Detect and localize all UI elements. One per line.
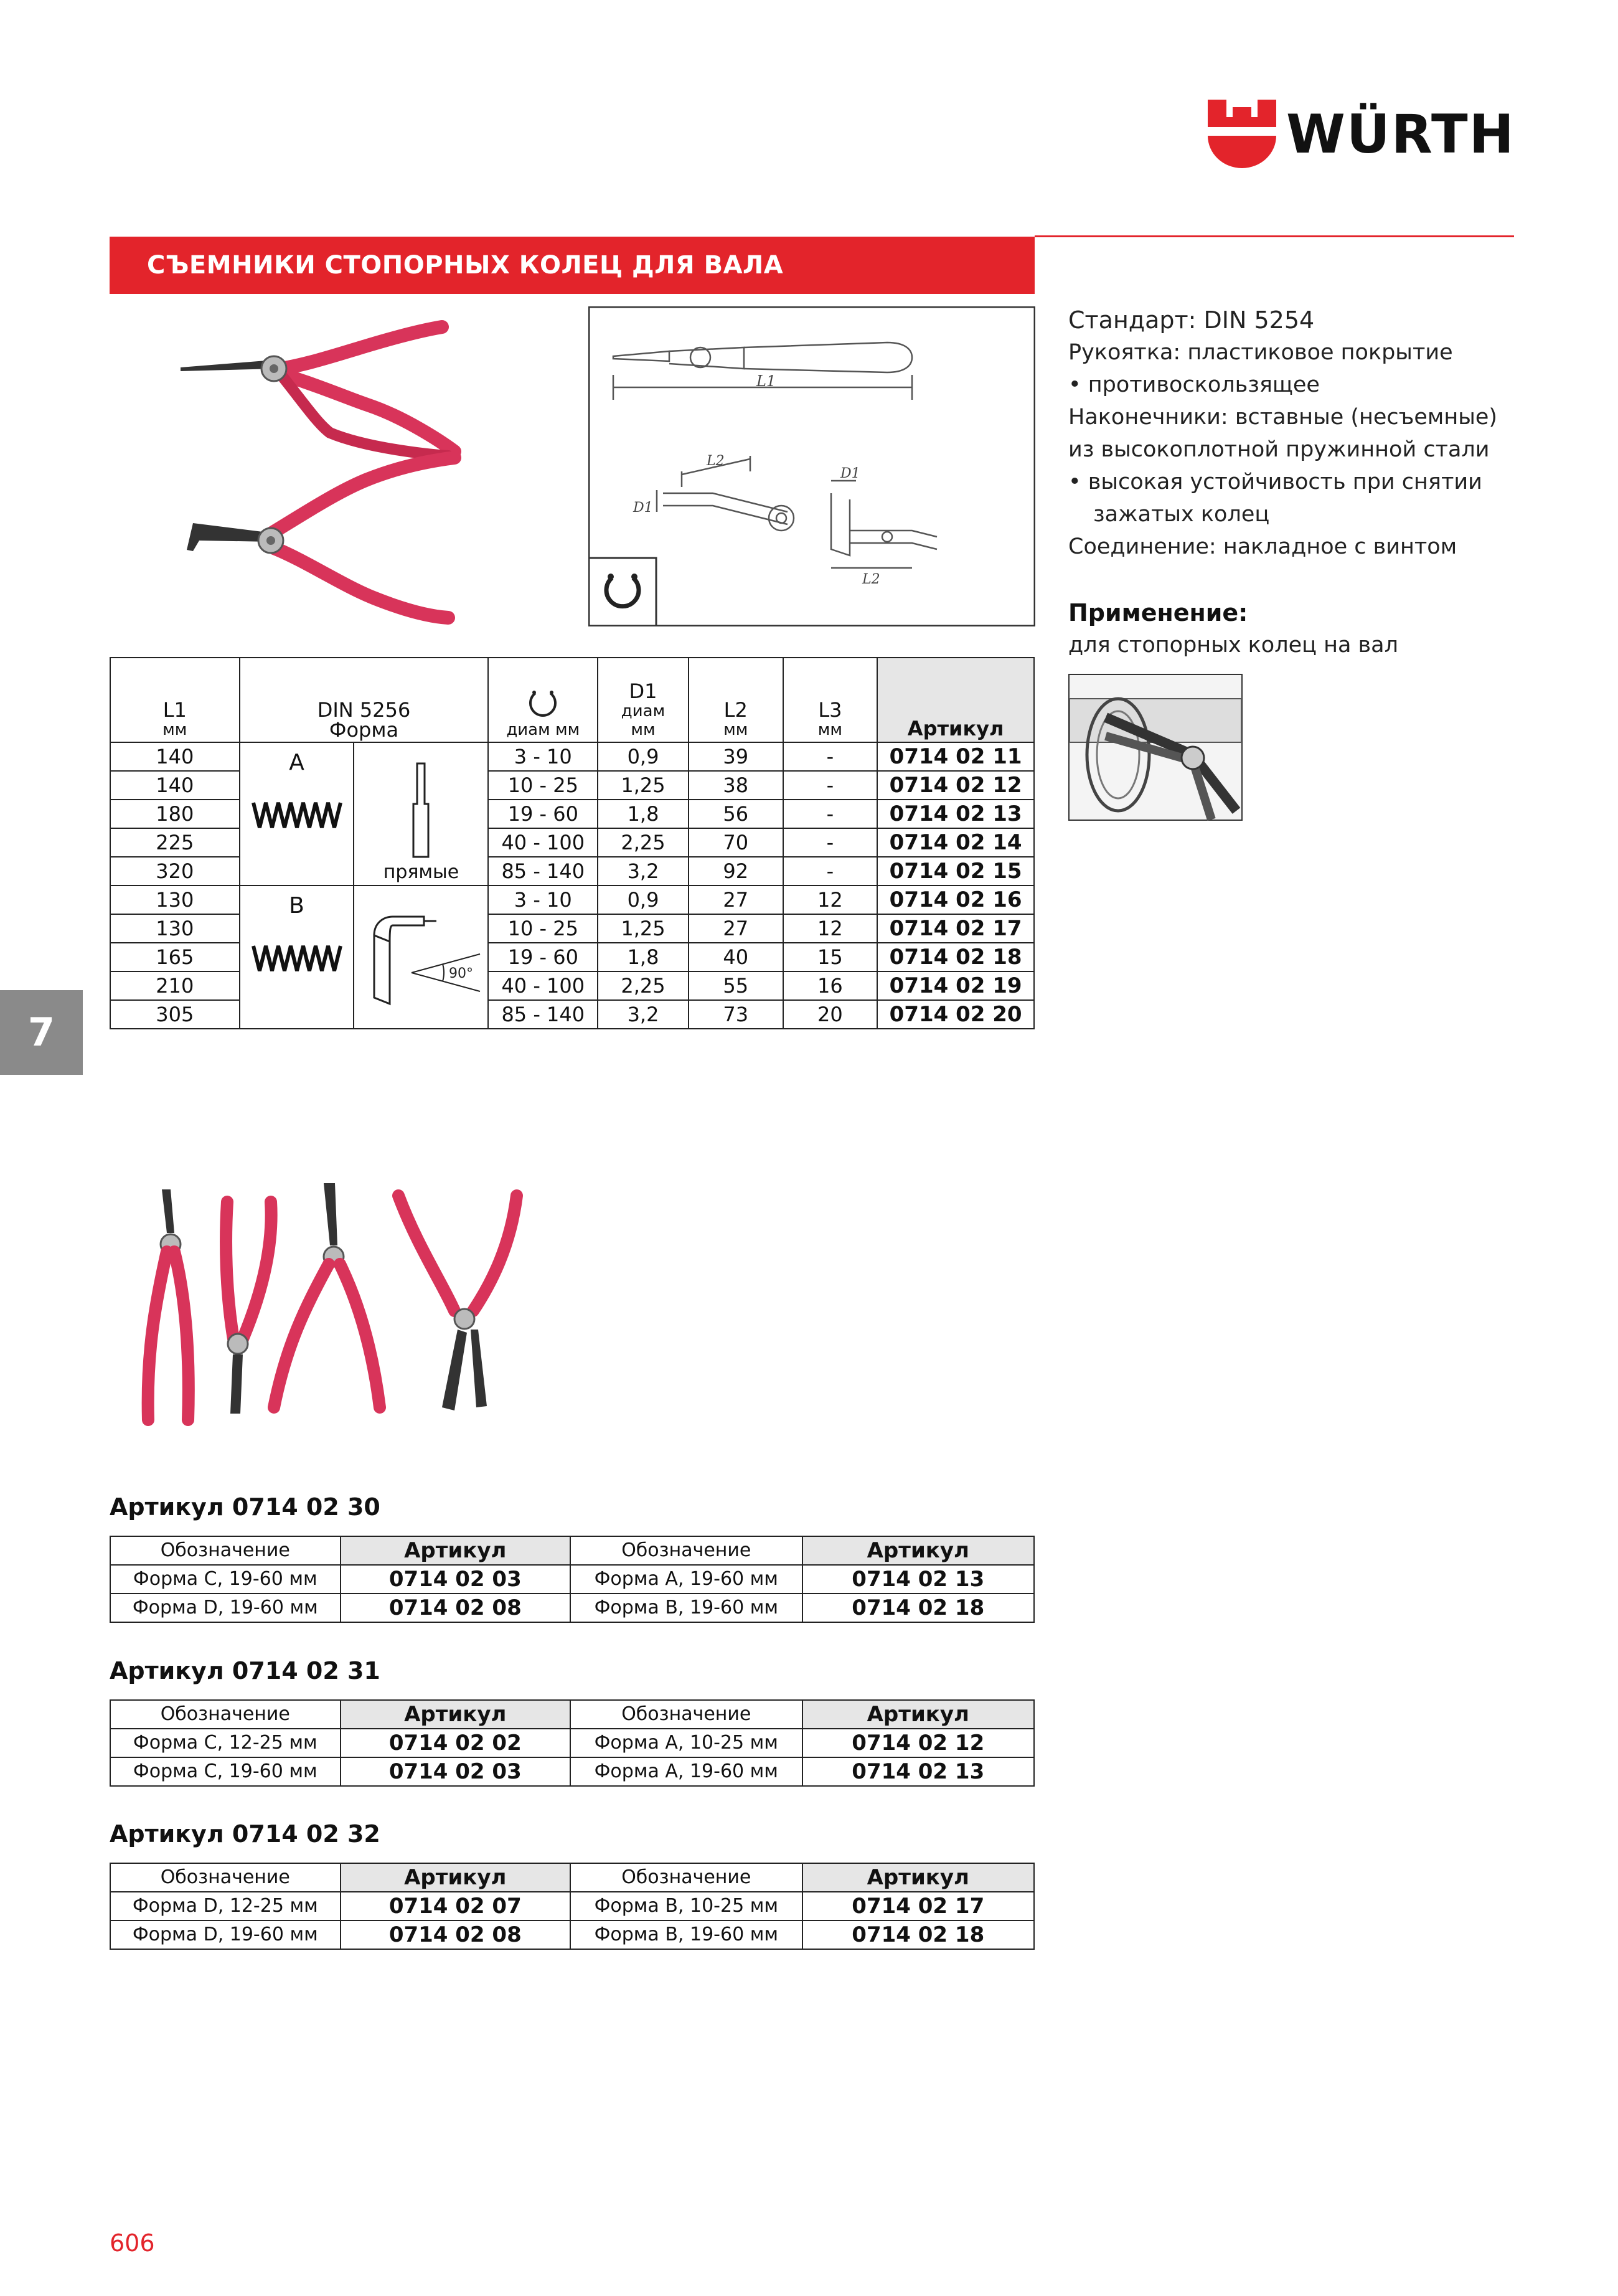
cell-l2: 27: [689, 914, 783, 943]
cell-range: 10 - 25: [488, 771, 598, 800]
wurth-logo-mark: [1208, 100, 1276, 168]
spec-standard: Стандарт: DIN 5254: [1068, 306, 1315, 334]
spec-tips: Наконечники: вставные (несъемные): [1068, 405, 1498, 430]
table-row: [110, 742, 1034, 771]
pliers-set-item-3: [274, 1183, 380, 1407]
cell-l3: -: [783, 742, 878, 771]
kit-cell-article: 0714 02 13: [802, 1565, 1034, 1594]
cell-l2: 56: [689, 800, 783, 828]
cell-l2: 39: [689, 742, 783, 771]
cell-range: 85 - 140: [488, 1000, 598, 1029]
l2-label-bent: L2: [862, 572, 880, 587]
kit-table-0714-02-31: [110, 1699, 1035, 1787]
kit-header-article: Артикул: [341, 1700, 570, 1729]
cell-range: 19 - 60: [488, 800, 598, 828]
kit-cell-article: 0714 02 12: [802, 1729, 1034, 1757]
cell-article: 0714 02 12: [877, 771, 1034, 800]
cell-article: 0714 02 15: [877, 857, 1034, 886]
bent-tip-icon: [355, 904, 486, 1010]
kit-cell-article: 0714 02 08: [341, 1594, 570, 1622]
cell-article: 0714 02 18: [877, 943, 1034, 971]
spec-handle: Рукоятка: пластиковое покрытие: [1068, 340, 1453, 365]
cell-l2: 92: [689, 857, 783, 886]
cell-d1: 1,25: [598, 914, 689, 943]
kit-cell-article: 0714 02 18: [802, 1594, 1034, 1622]
cell-d1: 3,2: [598, 857, 689, 886]
table-row: [110, 1892, 1034, 1920]
kit-cell-article: 0714 02 02: [341, 1729, 570, 1757]
cell-d1: 2,25: [598, 971, 689, 1000]
kit-header-article: Артикул: [802, 1700, 1034, 1729]
cell-l2: 73: [689, 1000, 783, 1029]
cell-l2: 27: [689, 886, 783, 914]
header-l2: L2 мм: [689, 658, 783, 742]
kit-cell-article: 0714 02 08: [341, 1920, 570, 1949]
cell-article: 0714 02 19: [877, 971, 1034, 1000]
cell-l3: 12: [783, 886, 878, 914]
l2-label: L2: [707, 453, 725, 469]
kit-cell-article: 0714 02 17: [802, 1892, 1034, 1920]
header-l3: L3 мм: [783, 658, 878, 742]
cell-article: 0714 02 14: [877, 828, 1034, 857]
kit-cell-article: 0714 02 03: [341, 1757, 570, 1786]
wurth-logo: [1208, 100, 1519, 168]
kit-header-article: Артикул: [341, 1863, 570, 1892]
cell-d1: 1,8: [598, 800, 689, 828]
kit-cell-designation: Форма D, 19-60 мм: [110, 1920, 341, 1949]
kit-header-article: Артикул: [802, 1536, 1034, 1565]
cell-l2: 55: [689, 971, 783, 1000]
technical-drawing: [588, 306, 1035, 626]
kit-header-article: Артикул: [341, 1536, 570, 1565]
cell-d1: 1,8: [598, 943, 689, 971]
table-row: [110, 1729, 1034, 1757]
spec-tips-feature-cont: зажатых колец: [1093, 502, 1270, 527]
spec-tips-material: из высокоплотной пружинной стали: [1068, 437, 1490, 462]
kit-cell-designation: Форма В, 19-60 мм: [570, 1594, 802, 1622]
header-l1: L1 мм: [110, 658, 240, 742]
header-ring: диам мм: [488, 658, 598, 742]
kit-header-designation: Обозначение: [110, 1536, 341, 1565]
application-title: Применение:: [1068, 599, 1248, 626]
kit-cell-article: 0714 02 03: [341, 1565, 570, 1594]
kit-title-0714-02-32: Артикул 0714 02 32: [110, 1820, 380, 1848]
chapter-number: 7: [27, 1009, 55, 1055]
cell-d1: 2,25: [598, 828, 689, 857]
page-title: СЪЕМНИКИ СТОПОРНЫХ КОЛЕЦ ДЛЯ ВАЛА: [147, 251, 784, 280]
cell-l1: 140: [110, 742, 240, 771]
cell-l3: -: [783, 857, 878, 886]
bent-pliers-icon: [187, 458, 454, 618]
cell-l1: 305: [110, 1000, 240, 1029]
cell-l1: 225: [110, 828, 240, 857]
kit-table-0714-02-30: [110, 1536, 1035, 1623]
spec-list: [1068, 304, 1604, 563]
cell-range: 19 - 60: [488, 943, 598, 971]
pliers-set-item-4: [398, 1196, 517, 1410]
pliers-set-item-2: [226, 1202, 271, 1414]
pliers-product-image: [162, 311, 510, 635]
form-a-label: прямые: [383, 861, 459, 883]
kit-table-0714-02-32: [110, 1863, 1035, 1950]
form-a-letter: A: [289, 750, 304, 775]
cell-l3: 15: [783, 943, 878, 971]
header-article: Артикул: [877, 658, 1034, 742]
cell-l1: 320: [110, 857, 240, 886]
section-title-bar: [110, 237, 1035, 294]
ring-header-icon: [524, 686, 562, 717]
kit-header-designation: Обозначение: [570, 1536, 802, 1565]
form-b-letter: B: [289, 893, 304, 919]
cell-range: 3 - 10: [488, 886, 598, 914]
cell-article: 0714 02 20: [877, 1000, 1034, 1029]
kit-cell-article: 0714 02 18: [802, 1920, 1034, 1949]
main-product-table: [110, 657, 1035, 1029]
table-row: [110, 1594, 1034, 1622]
table-row: [110, 1565, 1034, 1594]
application-text: для стопорных колец на вал: [1068, 633, 1398, 658]
kit-header-row: [110, 1700, 1034, 1729]
cell-article: 0714 02 11: [877, 742, 1034, 771]
application-photo: [1068, 674, 1243, 821]
cell-l1: 210: [110, 971, 240, 1000]
form-b-cell: [240, 886, 354, 1029]
kit-cell-article: 0714 02 13: [802, 1757, 1034, 1786]
d1-label-left: D1: [633, 500, 653, 516]
header-d1: D1 диам мм: [598, 658, 689, 742]
kit-cell-designation: Форма С, 19-60 мм: [110, 1565, 341, 1594]
kit-cell-designation: Форма С, 19-60 мм: [110, 1757, 341, 1786]
pliers-set-item-1: [148, 1189, 189, 1420]
cell-l2: 38: [689, 771, 783, 800]
table-row: [110, 886, 1034, 914]
table-row: [110, 1920, 1034, 1949]
cell-l1: 130: [110, 886, 240, 914]
kit-header-designation: Обозначение: [570, 1863, 802, 1892]
kit-cell-designation: Форма А, 19-60 мм: [570, 1757, 802, 1786]
chapter-tab[interactable]: [0, 990, 83, 1075]
cell-article: 0714 02 17: [877, 914, 1034, 943]
kit-cell-article: 0714 02 07: [341, 1892, 570, 1920]
cell-article: 0714 02 13: [877, 800, 1034, 828]
spec-tips-feature: • высокая устойчивость при снятии: [1068, 470, 1482, 494]
table-row: [110, 1757, 1034, 1786]
angle-label: 90°: [449, 966, 474, 981]
kit-cell-designation: Форма С, 12-25 мм: [110, 1729, 341, 1757]
kit-cell-designation: Форма В, 10-25 мм: [570, 1892, 802, 1920]
cell-l2: 70: [689, 828, 783, 857]
cell-l3: 20: [783, 1000, 878, 1029]
kit-header-row: [110, 1863, 1034, 1892]
cell-range: 10 - 25: [488, 914, 598, 943]
kit-cell-designation: Форма А, 10-25 мм: [570, 1729, 802, 1757]
spec-handle-feature: • противоскользящее: [1068, 372, 1320, 397]
kit-header-article: Артикул: [802, 1863, 1034, 1892]
spring-icon: [250, 933, 344, 983]
kit-cell-designation: Форма А, 19-60 мм: [570, 1565, 802, 1594]
cell-l1: 140: [110, 771, 240, 800]
cell-l1: 180: [110, 800, 240, 828]
header-din: DIN 5256 Форма: [240, 658, 489, 742]
header-rule: [1035, 235, 1514, 237]
form-b-tip-cell: [354, 886, 488, 1029]
form-a-tip-cell: [354, 742, 488, 886]
cell-l3: 16: [783, 971, 878, 1000]
page-number: 606: [110, 2229, 155, 2257]
l1-label: L1: [756, 372, 776, 390]
brand-name: WÜRTH: [1286, 103, 1515, 166]
cell-d1: 3,2: [598, 1000, 689, 1029]
spec-joint: Соединение: накладное с винтом: [1068, 534, 1457, 559]
kit-cell-designation: Форма D, 12-25 мм: [110, 1892, 341, 1920]
cell-range: 3 - 10: [488, 742, 598, 771]
straight-tip-icon: [390, 760, 452, 860]
kit-title-0714-02-31: Артикул 0714 02 31: [110, 1657, 380, 1684]
kit-header-designation: Обозначение: [110, 1700, 341, 1729]
kit-header-row: [110, 1536, 1034, 1565]
cell-l1: 165: [110, 943, 240, 971]
d1-label-right: D1: [840, 466, 860, 481]
cell-article: 0714 02 16: [877, 886, 1034, 914]
cell-l2: 40: [689, 943, 783, 971]
kit-cell-designation: Форма D, 19-60 мм: [110, 1594, 341, 1622]
cell-range: 40 - 100: [488, 971, 598, 1000]
cell-d1: 0,9: [598, 742, 689, 771]
cell-l3: -: [783, 771, 878, 800]
cell-range: 85 - 140: [488, 857, 598, 886]
straight-pliers-icon: [181, 327, 454, 456]
cell-l1: 130: [110, 914, 240, 943]
spring-icon: [250, 790, 344, 840]
kit-title-0714-02-30: Артикул 0714 02 30: [110, 1493, 380, 1521]
cell-l3: -: [783, 828, 878, 857]
cell-l3: 12: [783, 914, 878, 943]
cell-l3: -: [783, 800, 878, 828]
cell-d1: 1,25: [598, 771, 689, 800]
table-header-row: [110, 658, 1034, 742]
cell-range: 40 - 100: [488, 828, 598, 857]
kit-cell-designation: Форма В, 19-60 мм: [570, 1920, 802, 1949]
kit-header-designation: Обозначение: [110, 1863, 341, 1892]
kit-header-designation: Обозначение: [570, 1700, 802, 1729]
cell-d1: 0,9: [598, 886, 689, 914]
form-a-cell: [240, 742, 354, 886]
pliers-set-image: [118, 1177, 529, 1439]
